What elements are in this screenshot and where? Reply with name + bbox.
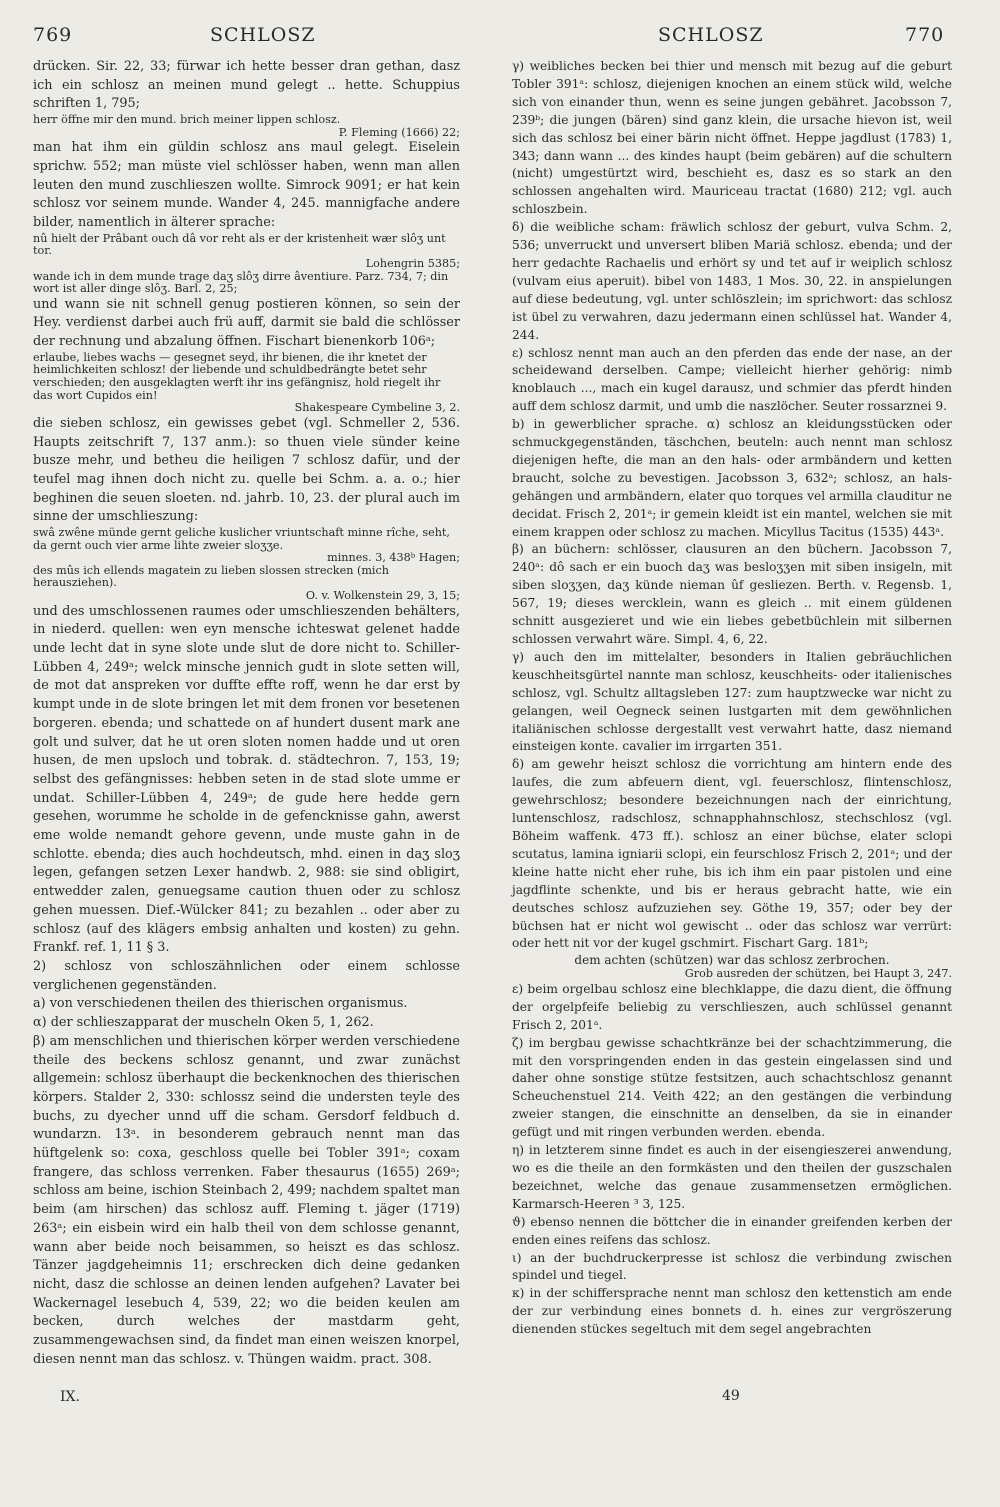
quote-verse: nû hielt der Prâbant ouch dâ vor reht als er der kristenheit wær slôʒ unt tor. <box>33 231 446 258</box>
quote-verse: wande ich in dem munde trage daʒ slôʒ dirre âventiure. Parz. 734, 7; din wort ist aller dinge slôʒ. Barl. 2, 25; <box>33 269 449 296</box>
entry-paragraph: α) der schlieszapparat der muscheln Oken 5, 1, 262. <box>33 1015 374 1031</box>
left-column <box>33 58 460 1369</box>
quote-verse: dem achten (schützen) war das schlosz zerbrochen. <box>574 953 890 968</box>
quote-source: Lohengrin 5385; <box>365 257 460 270</box>
signature-mark: IX. <box>60 1389 80 1405</box>
entry-paragraph: γ) weibliches becken bei thier und mensch mit bezug auf die geburt Tobler 391ᵃ: schlosz, diejenigen knochen an einem stück wild, welche sich von einander thun, wenn es seine jungen gebähret. Jacobsson 7, 239ᵇ; die jungen (bären) sind ganz klein, die ursache hievon ist, weil sich das schlosz bei einer bärin nicht öffnet. Heppe jagdlust (1783) 1, 343; dann wann ... des kindes haupt (beim gebären) auf die schultern (nicht) umgestürtzt wird, beschieht es, dasz es so stark an den schlossen angehalten wird. Mauriceau tractat (1680) 212; vgl. auch schloszbein. <box>512 59 952 217</box>
quote-source: minnes. 3, 438ᵇ Hagen; <box>327 551 460 565</box>
running-head-right: SCHLOSZ <box>658 24 764 46</box>
entry-paragraph: γ) auch den im mittelalter, besonders in Italien gebräuchlichen keuschheitsgürtel nannte man schlosz, keuschheits- oder italienisches schlosz, vgl. Schultz alltagsleben 127: zum hauptzwecke war nicht zu gelangen, weil Oegneck seinen lustgarten mit dem gewöhnlichen italiänischen schlosse dergestallt vest verwahrt hatte, dasz niemand einsteigen konte. cavalier im irrgarten 351. <box>512 649 952 754</box>
entry-paragraph: ε) beim orgelbau schlosz eine blechklappe, die dazu dient, die öffnung der orgelpfeife beliebig zu verschlieszen, auch schlüssel genannt Frisch 2, 201ᵃ. <box>512 981 952 1032</box>
quote-verse: des mûs ich ellends magatein zu lieben slossen strecken (mich herausziehen). <box>33 563 389 590</box>
quote-source: O. v. Wolkenstein 29, 3, 15; <box>305 589 460 603</box>
entry-paragraph: β) am menschlichen und thierischen körper werden verschiedene theile des beckens schlosz genannt, und zwar zunächst allgemein: schlosz überhaupt die beckenknochen des thierischen körpers. Stalder 2, 330: schlossz seind die understen teyle des buchs, zu dyecher unnd uff die scham. Gersdorf feldbuch d. wundarzn. 13ᵃ. in besonderem gebrauch nennt man das hüftgelenk so: coxa, geschloss quelle bei Tobler 391ᵃ; coxam frangere, das schloss verrenken. Faber thesaurus (1655) 269ᵃ; schloss am beine, ischion Steinbach 2, 499; nachdem spaltet man beim (am hirschen) das schlosz auff. Fleming t. jäger (1719) 263ᵃ; ein eisbein wird ein halb theil von dem schlosse genannt, wann aber beide noch beisammen, so heiszt es das schlosz. Tänzer jagdgeheimnis 11; erschrecken dich deine gedanken nicht, dasz die schlosse an deinen lenden aufgehen? Lavater bei Wackernagel lesebuch 4, 539, 22; wo die beiden keulen am becken, durch welches der mastdarm geht, zusammengewachsen sind, da findet man einen weiszen knorpel, diesen nennt man das schlosz. v. Thüngen waidm. pract. 308. <box>33 1033 460 1367</box>
entry-paragraph: η) in letzterem sinne findet es auch in der eisengieszerei anwendung, wo es die theile an den formkästen und den theilen der guszschalen bezeichnet, welche das genaue zusammensetzen ermöglichen. Karmarsch-Heeren ³ 3, 125. <box>512 1143 952 1211</box>
entry-paragraph: und des umschlossenen raumes oder umschlieszenden behälters, in niederd. quellen: wen eyn mensche ichteswat gelenet hadde unde lecht dat in syne slote unde slut de dore nicht to. Schiller-Lübben 4, 249ᵃ; welck minsche jennich gudt in slote setten will, de mot dat anspreken vor duffte effte roff, wenn he dar erst by kumpt unde in de slote bringen let mit dem fronen vor besetenen borgeren. ebenda; und schattede on af hundert dusent mark ane golt und sulver, dat he ut oren sloten nomen hadde und ut oren husen, de men upsloch und tobrak. d. städtechron. 7, 153, 19; selbst des gefängnisses: hebben seten in de stad slote umme er undat. Schiller-Lübben 4, 249ᵃ; de gude here hedde gern gesehen, worumme he scholde in de gefencknisse gahn, awerst eme wolde nemandt gehore gevenn, unde muste gahn in de schlotte. ebenda; dies auch hochdeutsch, mhd. einen in daʒ sloʒ legen, gefangen setzen Lexer handwb. 2, 988: sie sind obligirt, entwedder zalen, genuegsame caution thuen oder zu schlosz gehen muessen. Dief.-Wülcker 841; zu bezahlen .. oder aber zu schlosz (auf des klägers embsig anhalten und kosten) zu gehn. Frankf. ref. 1, 11 § 3. <box>33 603 460 956</box>
entry-paragraph: δ) am gewehr heiszt schlosz die vorrichtung am hintern ende des laufes, die zum abfeuern dient, vgl. feuerschlosz, flintenschlosz, gewehrschlosz; besondere bezeichnungen nach der einrichtung, luntenschlosz, radschlosz, schnapphahnschlosz, stechschlosz (vgl. Böheim waffenk. 473 ff.). schlosz an einer büchse, elater sclopi scutatus, lamina igniarii sclopi, ein feurschlosz Frisch 2, 201ᵃ; und der kleine hatte nicht eher ruhe, bis ich ihm ein paar pistolen und eine jagdflinte schenkte, und bis er heraus gebracht hatte, wie ein deutsches schlosz aufzuziehen sey. Göthe 19, 357; oder bey der büchsen hat er nicht wol gewischt .. oder das schlosz war verrürt: oder hett nit vor der kugel gschmirt. Fischart Garg. 181ᵇ; <box>512 757 952 951</box>
quote-source: P. Fleming (1666) 22; <box>338 125 460 139</box>
page-number-right: 770 <box>905 24 945 46</box>
entry-paragraph: und wann sie nit schnell genug postieren können, so sein der Hey. verdienst darbei auch frü auff, darmit sie bald die schlösser der rechnung und abzalung öffnen. Fischart bienenkorb 106ᵃ; <box>33 296 460 350</box>
right-column <box>512 58 952 1339</box>
quote-verse: herr öffne mir den mund. brich meiner lippen schlosz. <box>33 113 341 127</box>
subsection-heading: a) von verschiedenen theilen des thierischen organismus. <box>33 996 408 1012</box>
page-number-left: 769 <box>33 24 73 46</box>
entry-paragraph: die sieben schlosz, ein gewisses gebet (vgl. Schmeller 2, 536. Haupts zeitschrift 7, 137 anm.): so thuen viele sünder keine busze mehr, und betheu die heiligen 7 schlosz dafür, und der teufel mag ihnen doch nicht zu. quelle bei Schm. a. a. o.; hier beghinen die seuen sloeten. nd. jahrb. 10, 23. der plural auch im sinne der umschlieszung: <box>33 415 460 525</box>
entry-paragraph: ϑ) ebenso nennen die böttcher die in einander greifenden kerben der enden eines reifens das schlosz. <box>512 1214 952 1247</box>
entry-paragraph: drücken. Sir. 22, 33; fürwar ich hette besser dran gethan, dasz ich ein schlosz an meinen mund gelegt .. hette. Schuppius schriften 1, 795; <box>33 59 460 112</box>
entry-paragraph: β) an büchern: schlösser, clausuren an den büchern. Jacobsson 7, 240ᵃ: dô sach er ein buoch daʒ was besloʒʒen mit siben insigeln, mit siben sloʒʒen, daʒ künde nieman ûf gesliezen. Berth. v. Regensb. 1, 567, 19; dieses wercklein, wann es gleich .. mit einem güldenen schnitt ausgezieret und wie ein liebes gebetbüchlein mit silbernen schlossen verwahrt wäre. Simpl. 4, 6, 22. <box>512 542 952 646</box>
sheet-number: 49 <box>722 1388 740 1404</box>
entry-paragraph: ε) schlosz nennt man auch an den pferden das ende der nase, an der scheidewand derselben. Campe; vielleicht hierher gehörig: nimb knoblauch ..., mach ein kugel darausz, und schmier das pferdt hinden auff dem schlosz darmit, und umb die naszlöcher. Seuter rossarznei 9. <box>512 345 952 414</box>
entry-paragraph: δ) die weibliche scham: fräwlich schlosz der geburt, vulva Schm. 2, 536; unverruckt und unversert bliben Mariä schlosz. ebenda; und der herr gedachte Rachaelis und erhört sy und tet auf ir weiplich schlosz (vulvam eius aperuit). bibel von 1483, 1 Mos. 30, 22. in anspielungen auf diese bedeutung, vgl. unter schlöszlein; im sprichwort: das schlosz ist übel zu verwahren, dazu jedermann einen schlüssel hat. Wander 4, 244. <box>512 220 952 342</box>
quote-source: Grob ausreden der schützen, bei Haupt 3, 247. <box>684 967 952 981</box>
quote-verse: erlaube, liebes wachs — gesegnet seyd, ihr bienen, die ihr knetet der heimlichkeiten schlosz! der liebende und schuldbedrängte betet sehr verschieden; den ausgeklagten werft ihr ins gefängnisz, hold riegelt ihr das wort Cupidos ein! <box>33 350 441 402</box>
running-head-left: SCHLOSZ <box>210 24 316 46</box>
entry-paragraph: man hat ihm ein güldin schlosz ans maul gelegt. Eiselein sprichw. 552; man müste viel schlösser haben, wenn man allen leuten den mund zuschlieszen wollte. Simrock 9091; er hat kein schlosz vor seinem munde. Wander 4, 245. mannigfache andere bilder, namentlich in älterer sprache: <box>33 140 460 231</box>
entry-paragraph: b) in gewerblicher sprache. α) schlosz an kleidungsstücken oder schmuckgegenständen, täschchen, beuteln: auch nennt man schlosz diejenigen hefte, die man an den hals- oder armbändern und ketten braucht, solche zu bevestigen. Jacobsson 3, 632ᵃ; schlosz, an hals-gehängen und armbändern, elater quo torques vel armilla clauditur ne decidat. Frisch 2, 201ᵃ; ir gemein kleidt ist ein mantel, welchen sie mit einem krappen oder schlosz zu machen. Micyllus Tacitus (1535) 443ᵃ. <box>512 417 952 539</box>
quote-source: Shakespeare Cymbeline 3, 2. <box>294 401 460 415</box>
entry-paragraph: ι) an der buchdruckerpresse ist schlosz die verbindung zwischen spindel und tiegel. <box>512 1250 952 1283</box>
section-heading: 2) schlosz von schloszähnlichen oder einem schlosse verglichenen gegenständen. <box>33 959 460 993</box>
entry-paragraph: κ) in der schiffersprache nennt man schlosz den kettenstich am ende der zur verbindung eines bonnets d. h. eines zur vergröszerung dienenden stückes segeltuch mit dem segel angebrachten <box>512 1286 952 1337</box>
entry-paragraph: ζ) im bergbau gewisse schachtkränze bei der schachtzimmerung, die mit den vorspringenden enden in das gestein eingelassen sind und daher ohne sonstige stütze festsitzen, auch schachtschlosz genannt Scheuchenstuel 214. Veith 422; an den gestängen die verbindung zweier stangen, die einschnitte an denselben, da sie in einander gefügt und mit ringen verbunden werden. ebenda. <box>512 1035 952 1140</box>
quote-verse: swâ zwêne münde gernt geliche kuslicher vriuntschaft minne rîche, seht, da gernt ouch vier arme lihte zweier sloʒʒe. <box>33 526 450 552</box>
